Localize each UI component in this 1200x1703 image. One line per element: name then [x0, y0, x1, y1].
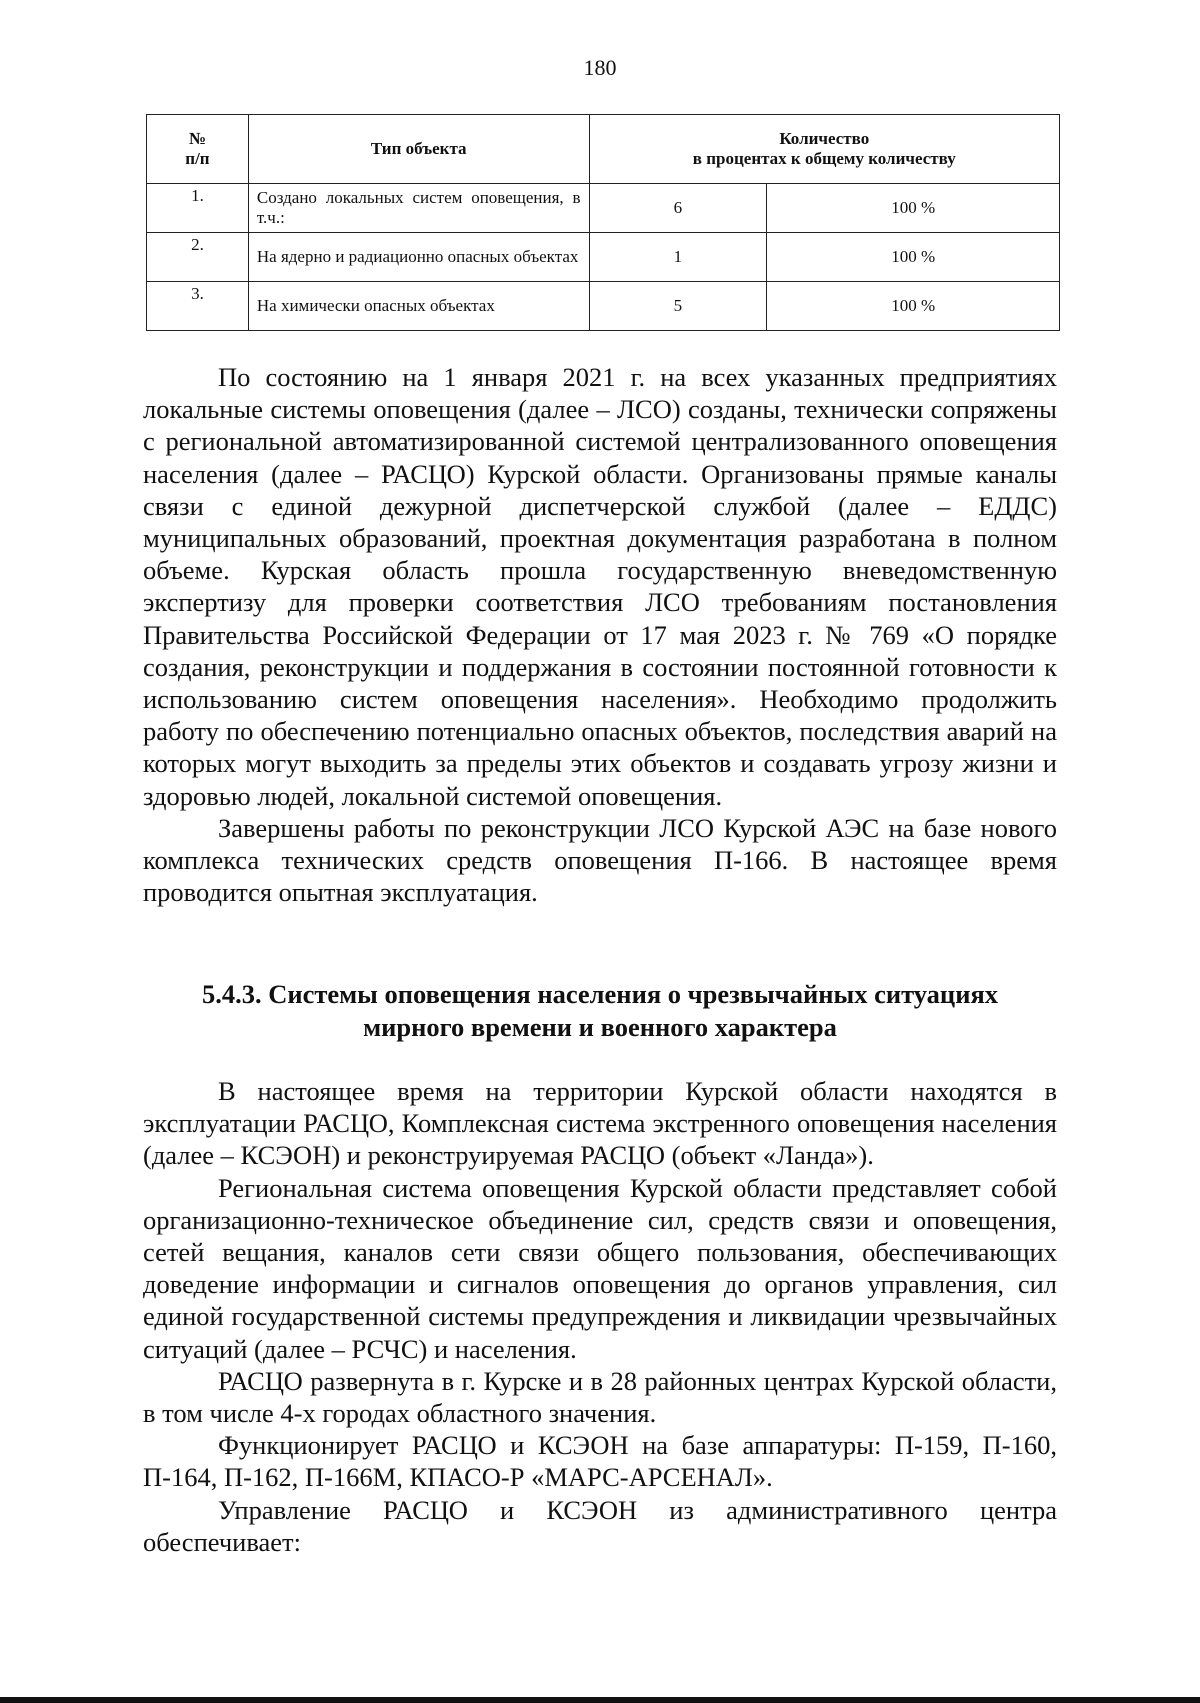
row-object-type: На ядерно и радиационно опасных объектах	[248, 233, 589, 282]
row-percent: 100 %	[767, 233, 1060, 282]
header-quantity-title: Количество	[779, 129, 870, 149]
paragraph: Завершены работы по реконструкции ЛСО Курской АЭС на базе нового комплекса технических средств оповещения П-166. В настоящее время проводится опытная эксплуатация.	[143, 812, 1057, 908]
row-count: 5	[589, 282, 767, 331]
row-number: 1.	[147, 184, 249, 233]
row-count: 6	[589, 184, 767, 233]
table-row	[147, 282, 1060, 331]
section-heading-line1: 5.4.3. Системы оповещения населения о чрезвычайных ситуациях	[201, 979, 999, 1009]
paragraph: Функционирует РАСЦО и КСЭОН на базе аппаратуры: П-159, П-160, П-164, П-162, П-166М, КПАСО-Р «МАРС-АРСЕНАЛ».	[143, 1430, 1057, 1493]
row-percent: 100 %	[767, 184, 1060, 233]
paragraph: Региональная система оповещения Курской области представляет собой организационно-техническое объединение сил, средств связи и оповещения, сетей вещания, каналов сети связи общего пользования, обеспечивающих доведение информации и сигналов оповещения до органов управления, сил единой государственной системы предупреждения и ликвидации чрезвычайных ситуаций (далее – РСЧС) и населения.	[143, 1172, 1057, 1364]
row-count: 1	[589, 233, 767, 282]
section-heading	[143, 978, 1057, 1044]
header-number-abbr: п/п	[185, 149, 210, 168]
row-object-type: Создано локальных систем оповещения, в т.ч.:	[248, 184, 589, 233]
header-object-type: Тип объекта	[248, 115, 589, 184]
paragraph: По состоянию на 1 января 2021 г. на всех указанных предприятиях локальные системы оповещения (далее – ЛСО) созданы, технически сопряжены с региональной автоматизированной системой централизованного оповещения населения (далее – РАСЦО) Курской области. Организованы прямые каналы связи с единой дежурной диспетчерской службой (далее – ЕДДС) муниципальных образований, проектная документация разработана в полном объеме. Курская область прошла государственную вневедомственную экспертизу для проверки соответствия ЛСО требованиям постановления Правительства Российской Федерации от 17 мая 2023 г. № 769 «О порядке создания, реконструкции и поддержания в состоянии постоянной готовности к использованию систем оповещения населения». Необходимо продолжить работу по обеспечению потенциально опасных объектов, последствия аварий на которых могут выходить за пределы этих объектов и создавать угрозу жизни и здоровью людей, локальной системой оповещения.	[143, 362, 1057, 811]
row-object-type: На химически опасных объектах	[248, 282, 589, 331]
paragraph: В настоящее время на территории Курской области находятся в эксплуатации РАСЦО, Комплексная система экстренного оповещения населения (далее – КСЭОН) и реконструируемая РАСЦО (объект «Ланда»).	[143, 1076, 1057, 1171]
objects-table	[146, 114, 1060, 331]
row-number: 3.	[147, 282, 249, 331]
paragraph: Управление РАСЦО и КСЭОН из административного центра обеспечивает:	[143, 1494, 1057, 1557]
section-lso-text	[143, 361, 1057, 908]
header-number-sign: №	[188, 129, 206, 149]
header-quantity	[589, 115, 1059, 184]
page-number: 180	[583, 55, 617, 80]
table-row	[147, 184, 1060, 233]
row-number: 2.	[147, 233, 249, 282]
table-header-row	[147, 115, 1060, 184]
section-heading-line2: мирного времени и военного характера	[363, 1012, 837, 1042]
row-percent: 100 %	[767, 282, 1060, 331]
section-rasco-text	[143, 1075, 1057, 1558]
paragraph: РАСЦО развернута в г. Курске и в 28 районных центрах Курской области, в том числе 4-х городах областного значения.	[143, 1365, 1057, 1429]
header-quantity-subtitle: в процентах к общему количеству	[692, 149, 956, 168]
header-number	[147, 115, 249, 184]
scan-bottom-edge	[0, 1697, 1200, 1703]
table-row	[147, 233, 1060, 282]
